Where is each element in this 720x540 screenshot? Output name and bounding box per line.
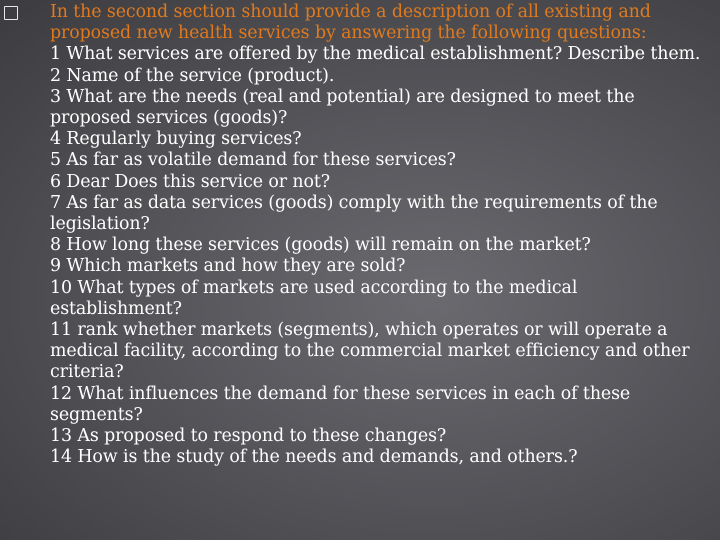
square-bullet-icon bbox=[4, 6, 18, 20]
question-2: 2 Name of the service (product). bbox=[50, 65, 335, 86]
question-13: 13 As proposed to respond to these changes? bbox=[50, 426, 447, 447]
question-9: 9 Which markets and how they are sold? bbox=[50, 256, 406, 277]
question-6: 6 Dear Does this service or not? bbox=[50, 171, 330, 192]
question-12: 12 What influences the demand for these services in each of these segments? bbox=[50, 383, 631, 425]
question-10: 10 What types of markets are used according to the medical establishment? bbox=[50, 277, 578, 319]
question-7: 7 As far as data services (goods) comply with the requirements of the legislation? bbox=[50, 192, 658, 235]
question-5: 5 As far as volatile demand for these services? bbox=[50, 150, 456, 171]
slide-text-block bbox=[50, 2, 710, 468]
intro-text: In the second section should provide a description of all existing and proposed new health services by answering the following questions: bbox=[50, 2, 651, 44]
question-11: 11 rank whether markets (segments), which operates or will operate a medical facility, according to the commercial market efficiency and other criteria? bbox=[50, 320, 690, 383]
question-14: 14 How is the study of the needs and demands, and others.? bbox=[50, 447, 578, 468]
question-1: 1 What services are offered by the medical establishment? Describe them. bbox=[50, 44, 701, 65]
question-3: 3 What are the needs (real and potential) are designed to meet the proposed services (goods)? bbox=[50, 86, 635, 129]
question-4: 4 Regularly buying services? bbox=[50, 129, 302, 150]
question-8: 8 How long these services (goods) will remain on the market? bbox=[50, 235, 591, 256]
